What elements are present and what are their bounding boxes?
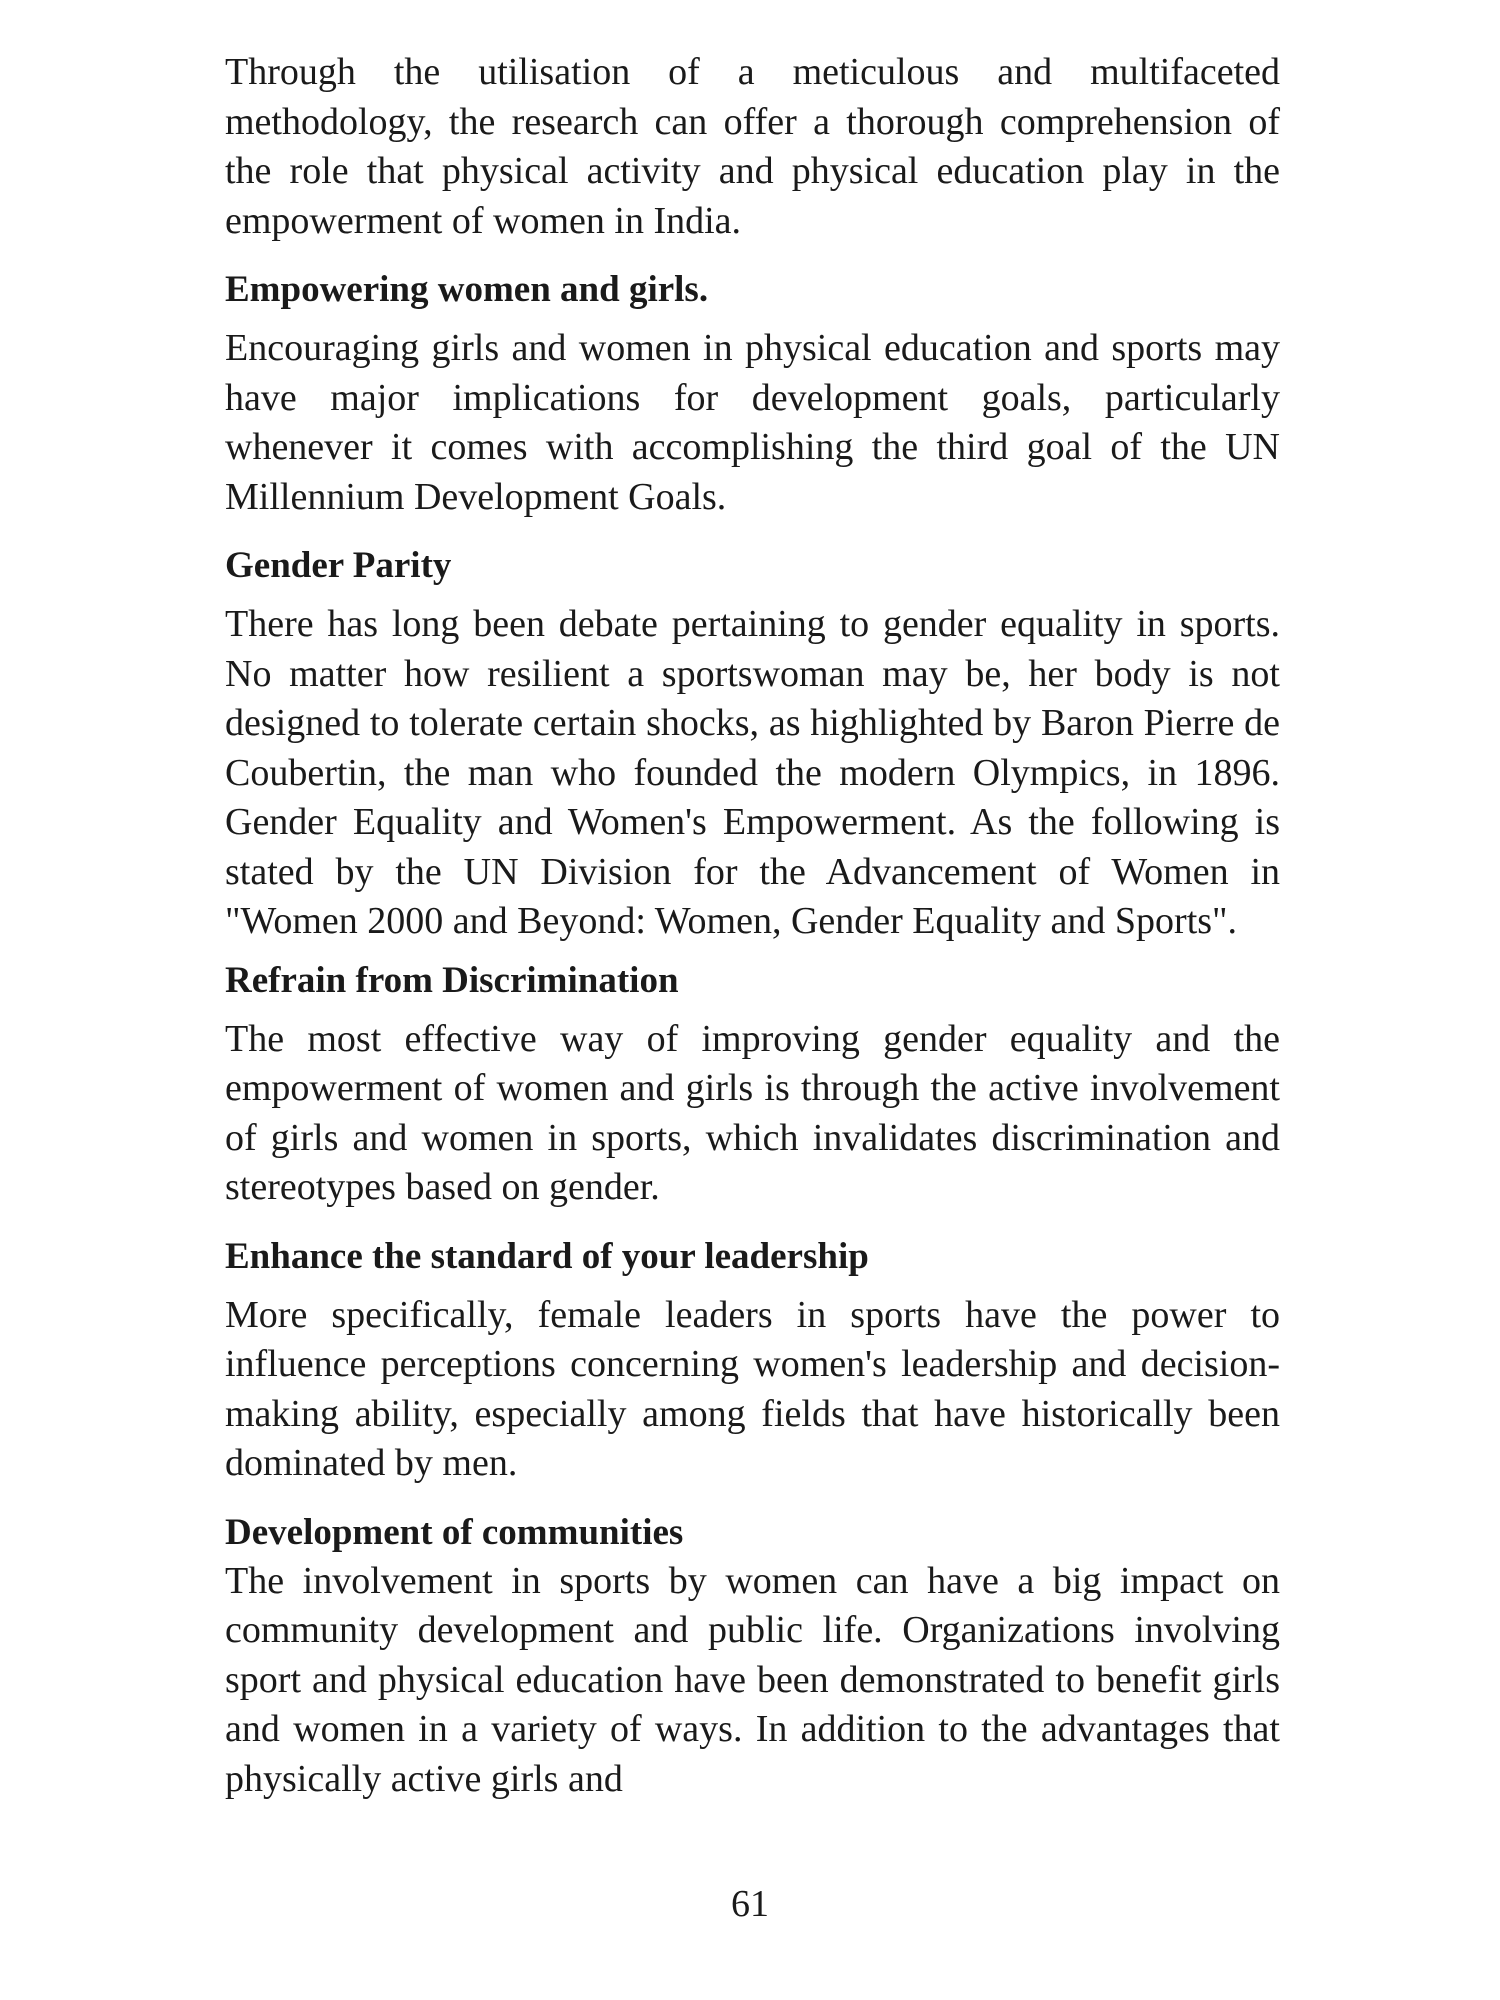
heading-empowering-women: Empowering women and girls. xyxy=(225,269,709,310)
heading-refrain-discrimination: Refrain from Discrimination xyxy=(225,959,679,1001)
paragraph-leadership: More specifically, female leaders in sports have the power to influence perceptions concerning women's leadership and decision-making ability, especially among fields that have historically been dominated by men. xyxy=(225,1293,1280,1484)
paragraph-development-communities: The involvement in sports by women can have a big impact on community development and public life. Organizations involving sport and physical education have been demonstrated to benefit girls and women in a variety of ways. In addition to the advantages that physically active girls and xyxy=(225,1559,1280,1800)
paragraph-refrain-discrimination: The most effective way of improving gender equality and the empowerment of women and girls is through the active involvement of girls and women in sports, which invalidates discrimination and stereotypes based on gender. xyxy=(225,1017,1280,1208)
page-number: 61 xyxy=(731,1883,769,1925)
document-page xyxy=(225,48,1280,1804)
heading-development-communities: Development of communities xyxy=(225,1511,684,1553)
paragraph-empowering-women: Encouraging girls and women in physical education and sports may have major implications for development goals, particularly whenever it comes with accomplishing the third goal of the UN Millennium Development Goals. xyxy=(225,327,1280,518)
heading-leadership: Enhance the standard of your leadership xyxy=(225,1235,869,1277)
heading-gender-parity: Gender Parity xyxy=(225,545,452,586)
intro-paragraph: Through the utilisation of a meticulous and multifaceted methodology, the research can offer a thorough comprehension of the role that physical activity and physical education play in the empowerment of women in India. xyxy=(225,51,1280,242)
paragraph-gender-parity: There has long been debate pertaining to gender equality in sports. No matter how resilient a sportswoman may be, her body is not designed to tolerate certain shocks, as highlighted by Baron Pierre de Coubertin, the man who founded the modern Olympics, in 1896. Gender Equality and Women's Empowerment. As the following is stated by the UN Division for the Advancement of Women in "Women 2000 and Beyond: Women, Gender Equality and Sports". xyxy=(225,603,1280,942)
